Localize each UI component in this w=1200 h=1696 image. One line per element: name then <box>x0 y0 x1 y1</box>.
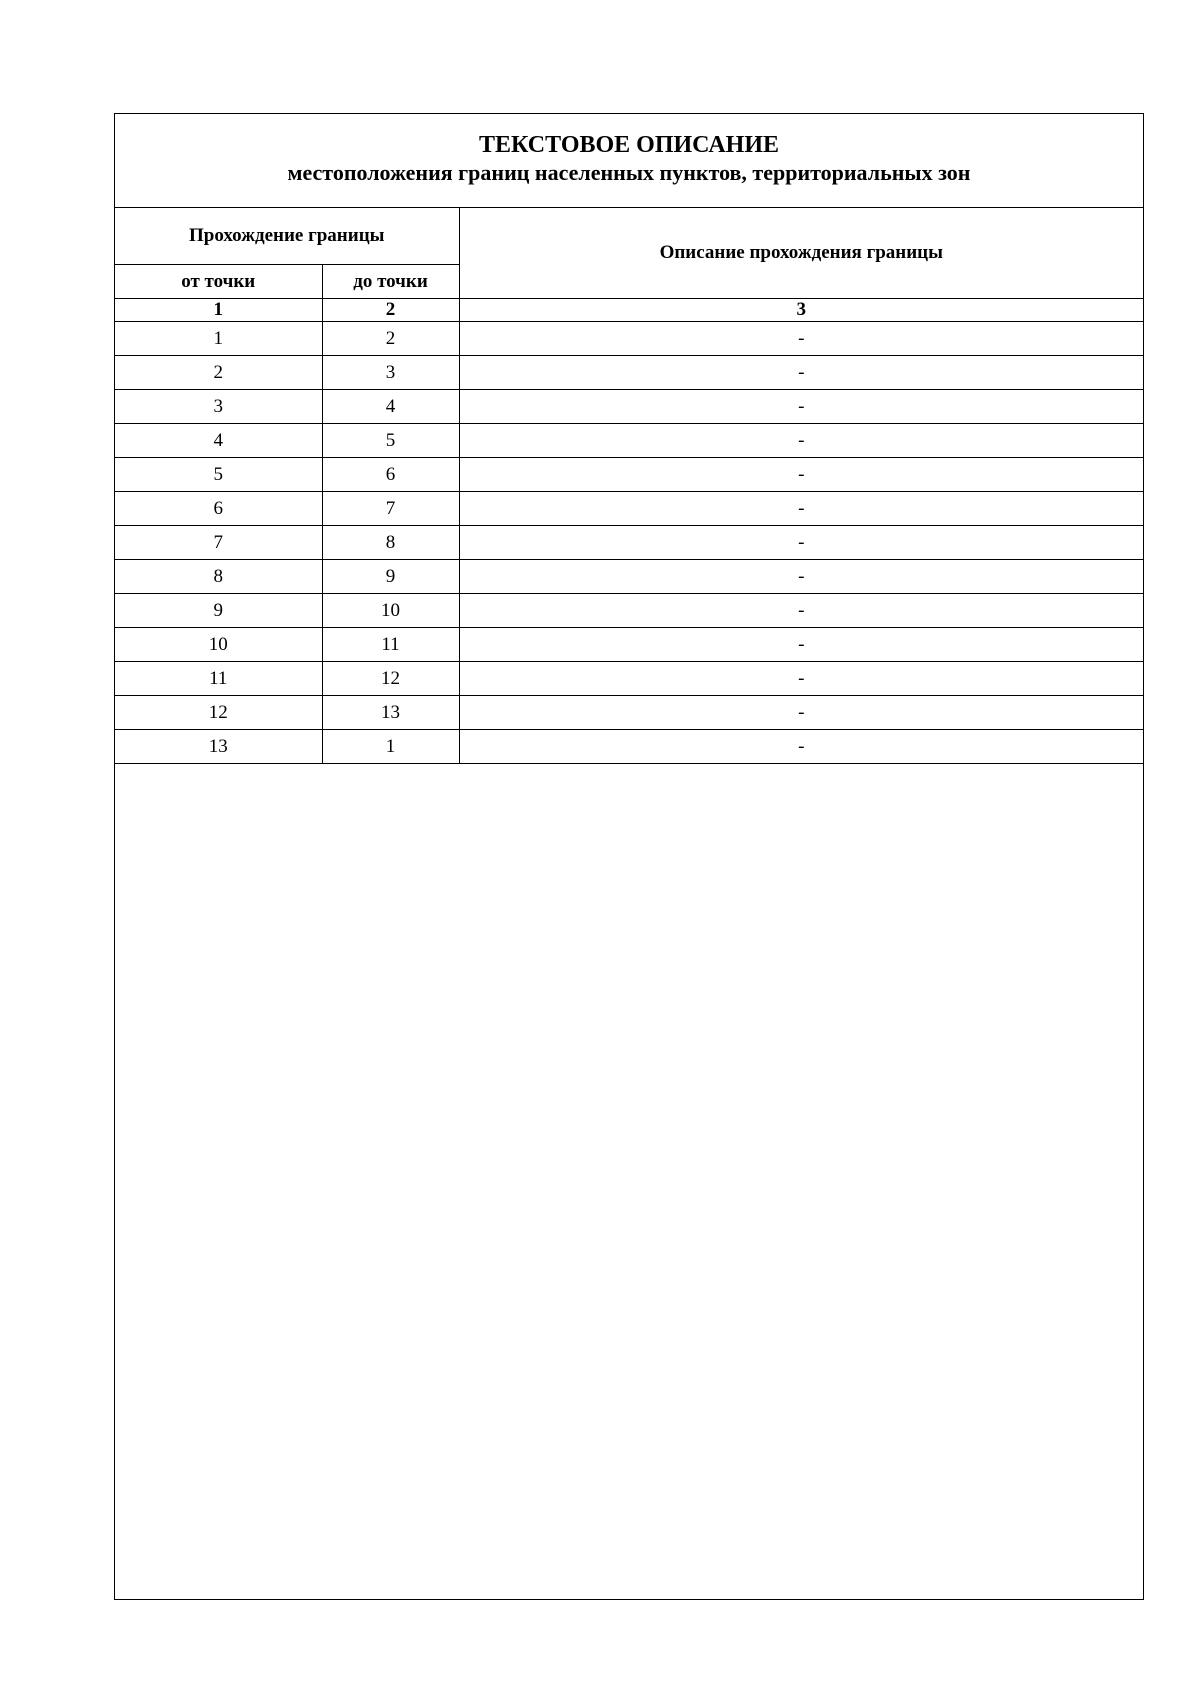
to-point-cell: 4 <box>322 390 459 424</box>
from-point-cell: 1 <box>115 322 322 356</box>
document-title: ТЕКСТОВОЕ ОПИСАНИЕ <box>478 132 779 158</box>
from-point-cell: 7 <box>115 526 322 560</box>
header-to-point: до точки <box>322 265 459 299</box>
table-row <box>115 730 1143 764</box>
column-number-2: 2 <box>322 299 459 322</box>
document-frame <box>114 113 1144 1600</box>
title-block <box>115 114 1143 208</box>
description-cell: - <box>459 662 1143 696</box>
to-point-cell: 11 <box>322 628 459 662</box>
to-point-cell: 12 <box>322 662 459 696</box>
to-point-cell: 8 <box>322 526 459 560</box>
to-point-cell: 13 <box>322 696 459 730</box>
to-point-cell: 9 <box>322 560 459 594</box>
table-row <box>115 390 1143 424</box>
to-point-cell: 5 <box>322 424 459 458</box>
table-row <box>115 594 1143 628</box>
from-point-cell: 13 <box>115 730 322 764</box>
column-number-row <box>115 299 1143 322</box>
header-boundary-passage: Прохождение границы <box>115 208 459 265</box>
from-point-cell: 3 <box>115 390 322 424</box>
table-row <box>115 696 1143 730</box>
description-cell: - <box>459 628 1143 662</box>
header-row-1 <box>115 208 1143 265</box>
description-cell: - <box>459 526 1143 560</box>
column-number-3: 3 <box>459 299 1143 322</box>
description-cell: - <box>459 730 1143 764</box>
table-row <box>115 356 1143 390</box>
table-row <box>115 662 1143 696</box>
header-from-point: от точки <box>115 265 322 299</box>
from-point-cell: 8 <box>115 560 322 594</box>
to-point-cell: 6 <box>322 458 459 492</box>
to-point-cell: 3 <box>322 356 459 390</box>
description-cell: - <box>459 594 1143 628</box>
description-cell: - <box>459 696 1143 730</box>
from-point-cell: 5 <box>115 458 322 492</box>
description-cell: - <box>459 458 1143 492</box>
table-row <box>115 458 1143 492</box>
table-row <box>115 526 1143 560</box>
description-cell: - <box>459 560 1143 594</box>
description-cell: - <box>459 322 1143 356</box>
from-point-cell: 10 <box>115 628 322 662</box>
to-point-cell: 7 <box>322 492 459 526</box>
description-cell: - <box>459 390 1143 424</box>
header-description: Описание прохождения границы <box>459 208 1143 299</box>
description-cell: - <box>459 356 1143 390</box>
from-point-cell: 9 <box>115 594 322 628</box>
column-number-1: 1 <box>115 299 322 322</box>
document-subtitle: местоположения границ населенных пунктов, территориальных зон <box>287 160 971 185</box>
from-point-cell: 6 <box>115 492 322 526</box>
table-row <box>115 560 1143 594</box>
from-point-cell: 2 <box>115 356 322 390</box>
from-point-cell: 4 <box>115 424 322 458</box>
boundary-table <box>115 208 1143 764</box>
table-row <box>115 424 1143 458</box>
to-point-cell: 1 <box>322 730 459 764</box>
description-cell: - <box>459 424 1143 458</box>
table-body <box>115 322 1143 764</box>
from-point-cell: 11 <box>115 662 322 696</box>
from-point-cell: 12 <box>115 696 322 730</box>
to-point-cell: 2 <box>322 322 459 356</box>
table-row <box>115 322 1143 356</box>
description-cell: - <box>459 492 1143 526</box>
to-point-cell: 10 <box>322 594 459 628</box>
table-row <box>115 628 1143 662</box>
table-row <box>115 492 1143 526</box>
